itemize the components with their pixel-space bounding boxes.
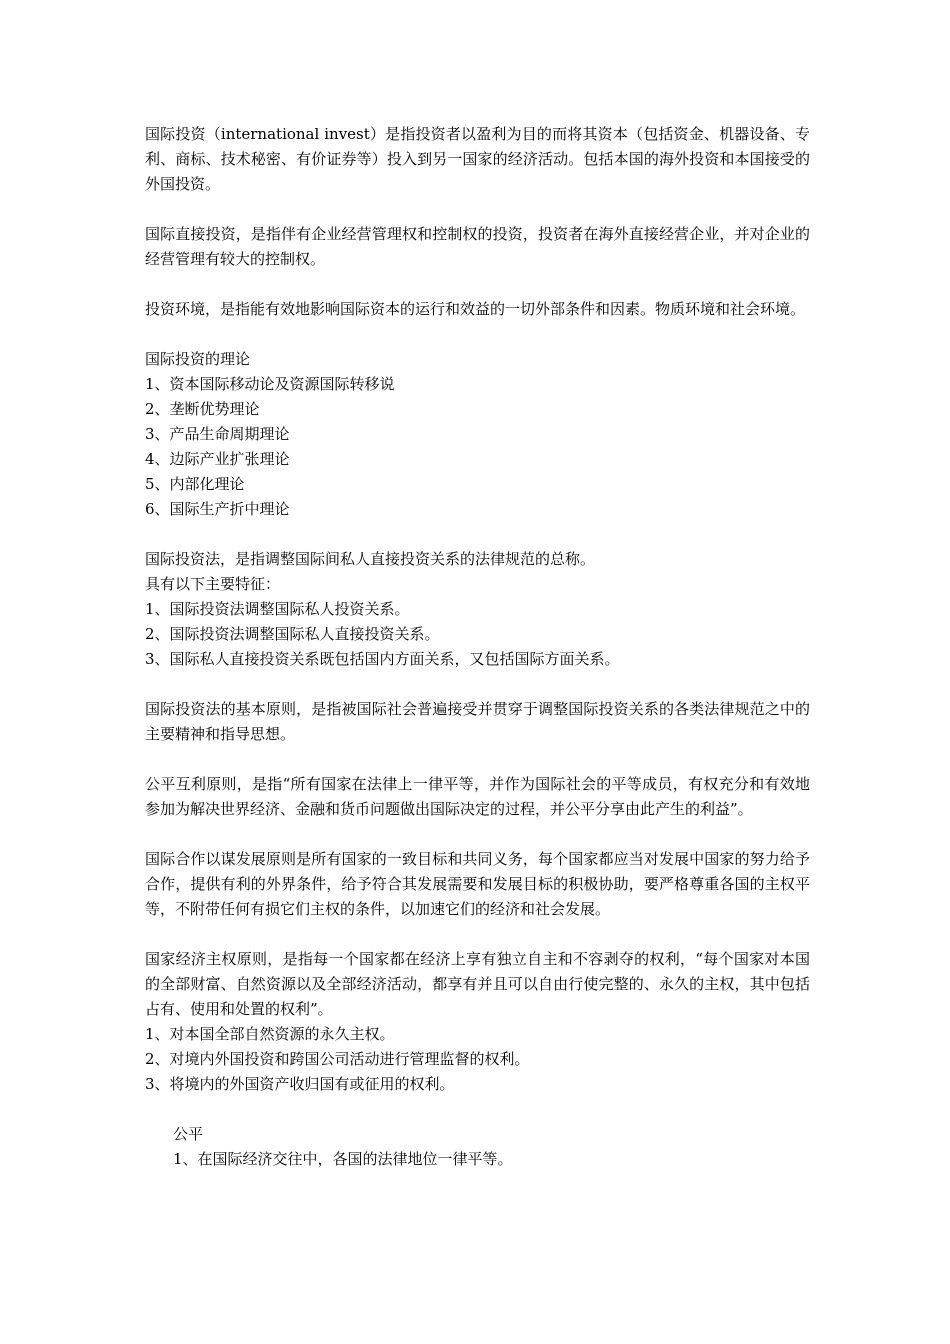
paragraph-gap (145, 922, 810, 947)
paragraph-gap (145, 322, 810, 347)
law-features-intro: 具有以下主要特征： (145, 575, 281, 593)
theory-item: 1、资本国际移动论及资源国际转移说 (145, 375, 395, 393)
theory-item: 3、产品生命周期理论 (145, 425, 290, 443)
theory-heading: 国际投资的理论 (145, 350, 251, 368)
paragraph-investment-environment: 投资环境，是指能有效地影响国际资本的运行和效益的一切外部条件和因素。物质环境和社会环境。 (145, 300, 806, 318)
paragraph-gap (145, 522, 810, 547)
paragraph-cooperation-principle: 国际合作以谋发展原则是所有国家的一致目标和共同义务，每个国家都应当对发展中国家的努力给予合作，提供有利的外界条件，给予符合其发展需要和发展目标的积极协助，要严格尊重各国的主权平等，不附带任何有损它们主权的条件，以加速它们的经济和社会发展。 (145, 850, 810, 918)
law-definition: 国际投资法，是指调整国际间私人直接投资关系的法律规范的总称。 (145, 550, 596, 568)
fair-heading: 公平 (173, 1125, 204, 1143)
paragraph-sovereignty-principle: 国家经济主权原则，是指每一个国家都在经济上享有独立自主和不容剥夺的权利，“每个国家对本国的全部财富、自然资源以及全部经济活动，都享有并且可以自由行使完整的、永久的主权，其中包括占有、使用和处置的权利”。 (145, 950, 810, 1018)
law-feature-item: 2、国际投资法调整国际私人直接投资关系。 (145, 625, 440, 643)
paragraph-gap (145, 272, 810, 297)
law-feature-item: 1、国际投资法调整国际私人投资关系。 (145, 600, 410, 618)
paragraph-gap (145, 197, 810, 222)
theory-item: 5、内部化理论 (145, 475, 245, 493)
theory-item: 6、国际生产折中理论 (145, 500, 290, 518)
paragraph-direct-investment: 国际直接投资，是指伴有企业经营管理权和控制权的投资，投资者在海外直接经营企业，并对企业的经营管理有较大的控制权。 (145, 225, 810, 268)
paragraph-gap (145, 822, 810, 847)
paragraph-gap (145, 747, 810, 772)
paragraph-international-investment: 国际投资（international invest）是指投资者以盈利为目的而将其资本（包括资金、机器设备、专利、商标、技术秘密、有价证券等）投入到另一国家的经济活动。包括本国的海外投资和本国接受的外国投资。 (145, 125, 810, 193)
paragraph-fairness-principle: 公平互利原则，是指“所有国家在法律上一律平等，并作为国际社会的平等成员，有权充分和有效地参加为解决世界经济、金融和货币问题做出国际决定的过程，并公平分享由此产生的利益”。 (145, 775, 810, 818)
law-feature-item: 3、国际私人直接投资关系既包括国内方面关系，又包括国际方面关系。 (145, 650, 620, 668)
theory-item: 2、垄断优势理论 (145, 400, 260, 418)
sovereignty-item: 3、将境内的外国资产收归国有或征用的权利。 (145, 1075, 455, 1093)
fair-item: 1、在国际经济交往中，各国的法律地位一律平等。 (173, 1150, 513, 1168)
paragraph-gap (145, 1097, 810, 1122)
sovereignty-item: 1、对本国全部自然资源的永久主权。 (145, 1025, 395, 1043)
paragraph-gap (145, 672, 810, 697)
paragraph-basic-principles: 国际投资法的基本原则，是指被国际社会普遍接受并贯穿于调整国际投资关系的各类法律规范之中的主要精神和指导思想。 (145, 700, 810, 743)
sovereignty-item: 2、对境内外国投资和跨国公司活动进行管理监督的权利。 (145, 1050, 530, 1068)
theory-item: 4、边际产业扩张理论 (145, 450, 290, 468)
document-body (145, 122, 810, 1172)
